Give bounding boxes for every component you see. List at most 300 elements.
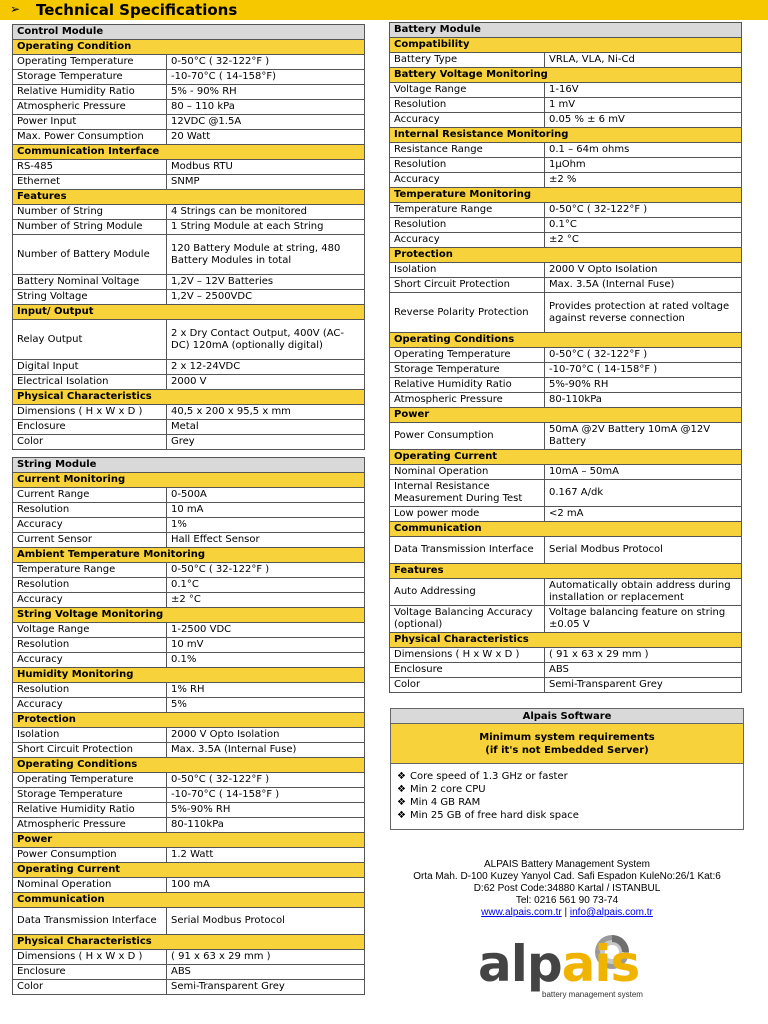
spec-row — [390, 143, 742, 158]
spec-value: 100 mA — [167, 878, 365, 893]
spec-value: Serial Modbus Protocol — [545, 537, 742, 564]
requirement-text: Core speed of 1.3 GHz or faster — [409, 771, 568, 782]
section-heading-power: Power — [390, 408, 742, 423]
spec-row — [390, 363, 742, 378]
spec-row — [390, 537, 742, 564]
section-heading-communication: Communication — [13, 893, 365, 908]
spec-value: ( 91 x 63 x 29 mm ) — [167, 950, 365, 965]
spec-value: 1% — [167, 518, 365, 533]
spec-value: 120 Battery Module at string, 480 Battery Modules in total — [167, 235, 365, 275]
web-links — [390, 907, 744, 919]
section-heading-protection: Protection — [390, 248, 742, 263]
spec-value: 5%-90% RH — [545, 378, 742, 393]
spec-row — [13, 950, 365, 965]
telephone: Tel: 0216 561 90 73-74 — [515, 895, 619, 906]
requirement-item — [397, 796, 737, 809]
spec-label: RS-485 — [13, 160, 167, 175]
spec-label: Temperature Range — [13, 563, 167, 578]
spec-row — [13, 503, 365, 518]
spec-label: Accuracy — [13, 518, 167, 533]
spec-label: Resolution — [13, 578, 167, 593]
spec-row — [13, 803, 365, 818]
section-heading-temperature-monitoring: Temperature Monitoring — [390, 188, 742, 203]
bullet-icon: ❖ — [397, 771, 406, 782]
spec-value: 1.2 Watt — [167, 848, 365, 863]
spec-value: Grey — [167, 435, 365, 450]
module-title: String Module — [13, 458, 365, 473]
spec-row — [13, 578, 365, 593]
section-heading-compatibility: Compatibility — [390, 38, 742, 53]
module-title: Battery Module — [390, 23, 742, 38]
spec-label: Digital Input — [13, 360, 167, 375]
spec-value: 1-16V — [545, 83, 742, 98]
spec-value: Modbus RTU — [167, 160, 365, 175]
spec-label: Max. Power Consumption — [13, 130, 167, 145]
section-heading-row — [13, 833, 365, 848]
section-heading-protection: Protection — [13, 713, 365, 728]
software-title: Alpais Software — [391, 709, 743, 724]
spec-label: Low power mode — [390, 507, 545, 522]
spec-row — [13, 773, 365, 788]
spec-value: Automatically obtain address during installation or replacement — [545, 579, 742, 606]
section-heading-ambient-temperature-monitoring: Ambient Temperature Monitoring — [13, 548, 365, 563]
spec-value: VRLA, VLA, Ni-Cd — [545, 53, 742, 68]
section-heading-operating-conditions: Operating Conditions — [390, 333, 742, 348]
spec-row — [13, 290, 365, 305]
section-heading-row — [390, 333, 742, 348]
section-heading-row — [13, 713, 365, 728]
spec-row — [390, 263, 742, 278]
string-module-table — [12, 457, 365, 995]
spec-value: 4 Strings can be monitored — [167, 205, 365, 220]
spec-value: 2000 V Opto Isolation — [545, 263, 742, 278]
spec-value: <2 mA — [545, 507, 742, 522]
spec-value: 0.1°C — [545, 218, 742, 233]
spec-label: Enclosure — [13, 965, 167, 980]
spec-row — [13, 980, 365, 995]
spec-row — [13, 275, 365, 290]
spec-label: Reverse Polarity Protection — [390, 293, 545, 333]
spec-value: Serial Modbus Protocol — [167, 908, 365, 935]
spec-row — [13, 965, 365, 980]
spec-value: -10-70°C ( 14-158°F) — [167, 70, 365, 85]
spec-value: Semi-Transparent Grey — [545, 678, 742, 693]
spec-value: Semi-Transparent Grey — [167, 980, 365, 995]
spec-label: Current Sensor — [13, 533, 167, 548]
spec-label: Color — [13, 980, 167, 995]
spec-label: Ethernet — [13, 175, 167, 190]
spec-value: 40,5 x 200 x 95,5 x mm — [167, 405, 365, 420]
section-heading-row — [13, 608, 365, 623]
spec-label: Voltage Range — [13, 623, 167, 638]
logo-tagline: battery management system — [542, 990, 643, 999]
spec-row — [390, 233, 742, 248]
spec-row — [13, 130, 365, 145]
section-heading-operating-condition: Operating Condition — [13, 40, 365, 55]
spec-label: Voltage Balancing Accuracy (optional) — [390, 606, 545, 633]
spec-row — [390, 218, 742, 233]
spec-row — [390, 480, 742, 507]
spec-value: ±2 °C — [545, 233, 742, 248]
section-heading-battery-voltage-monitoring: Battery Voltage Monitoring — [390, 68, 742, 83]
section-heading-row — [390, 248, 742, 263]
spec-label: Internal Resistance Measurement During Test — [390, 480, 545, 507]
module-title-row — [13, 25, 365, 40]
spec-value: 1 String Module at each String — [167, 220, 365, 235]
spec-row — [390, 83, 742, 98]
spec-row — [390, 113, 742, 128]
spec-row — [13, 205, 365, 220]
spec-row — [13, 533, 365, 548]
spec-label: String Voltage — [13, 290, 167, 305]
spec-value: Max. 3.5A (Internal Fuse) — [545, 278, 742, 293]
spec-label: Power Input — [13, 115, 167, 130]
spec-value: ±2 °C — [167, 593, 365, 608]
section-heading-operating-current: Operating Current — [13, 863, 365, 878]
spec-value: 20 Watt — [167, 130, 365, 145]
spec-row — [390, 663, 742, 678]
spec-row — [13, 488, 365, 503]
spec-row — [390, 278, 742, 293]
spec-row — [13, 85, 365, 100]
page-title: Technical Specifications — [36, 1, 238, 19]
spec-row — [390, 293, 742, 333]
section-heading-row — [390, 38, 742, 53]
spec-label: Power Consumption — [13, 848, 167, 863]
spec-value: 10 mV — [167, 638, 365, 653]
spec-label: Operating Temperature — [13, 773, 167, 788]
spec-value: 80-110kPa — [545, 393, 742, 408]
section-heading-row — [390, 128, 742, 143]
spec-value: 0-50°C ( 32-122°F ) — [167, 55, 365, 70]
section-heading-row — [13, 863, 365, 878]
spec-row — [13, 100, 365, 115]
section-heading-operating-conditions: Operating Conditions — [13, 758, 365, 773]
spec-value: ABS — [545, 663, 742, 678]
section-heading-row — [390, 188, 742, 203]
software-requirements-list — [391, 764, 743, 828]
spec-value: 0.167 A/dk — [545, 480, 742, 507]
spec-value: Voltage balancing feature on string ±0.05 V — [545, 606, 742, 633]
spec-value: ±2 % — [545, 173, 742, 188]
company-name: ALPAIS Battery Management System — [483, 859, 650, 870]
section-heading-communication: Communication — [390, 522, 742, 537]
spec-label: Resolution — [390, 218, 545, 233]
section-heading-features: Features — [13, 190, 365, 205]
spec-value: 0-50°C ( 32-122°F ) — [545, 348, 742, 363]
spec-label: Resolution — [13, 503, 167, 518]
module-title-row — [390, 23, 742, 38]
spec-label: Power Consumption — [390, 423, 545, 450]
section-heading-row — [13, 305, 365, 320]
bullet-icon: ❖ — [397, 797, 406, 808]
spec-value: 1,2V – 2500VDC — [167, 290, 365, 305]
section-heading-row — [390, 633, 742, 648]
section-heading-communication-interface: Communication Interface — [13, 145, 365, 160]
spec-row — [390, 378, 742, 393]
spec-label: Number of String Module — [13, 220, 167, 235]
bullet-icon: ❖ — [397, 784, 406, 795]
spec-value: 0.1°C — [167, 578, 365, 593]
spec-label: Nominal Operation — [13, 878, 167, 893]
spec-label: Number of Battery Module — [13, 235, 167, 275]
spec-value: 2000 V Opto Isolation — [167, 728, 365, 743]
requirement-text: Min 25 GB of free hard disk space — [409, 810, 579, 821]
section-heading-row — [13, 473, 365, 488]
spec-row — [390, 606, 742, 633]
spec-label: Resolution — [13, 683, 167, 698]
section-heading-row — [390, 408, 742, 423]
spec-value: 2000 V — [167, 375, 365, 390]
email-link[interactable]: info@alpais.com.tr — [569, 907, 653, 918]
spec-row — [390, 203, 742, 218]
header-bar — [0, 0, 768, 20]
spec-value: 0.1 – 64m ohms — [545, 143, 742, 158]
spec-row — [13, 818, 365, 833]
arrow-icon: ➢ — [10, 2, 21, 16]
module-title-row — [13, 458, 365, 473]
spec-value: -10-70°C ( 14-158°F ) — [167, 788, 365, 803]
spec-label: Voltage Range — [390, 83, 545, 98]
section-heading-row — [13, 390, 365, 405]
spec-value: 0.1% — [167, 653, 365, 668]
requirement-text: Min 4 GB RAM — [409, 797, 481, 808]
spec-label: Relative Humidity Ratio — [13, 85, 167, 100]
requirement-item — [397, 770, 737, 783]
spec-value: 5% — [167, 698, 365, 713]
requirement-item — [397, 783, 737, 796]
spec-label: Data Transmission Interface — [390, 537, 545, 564]
spec-value: 0-50°C ( 32-122°F ) — [545, 203, 742, 218]
spec-label: Short Circuit Protection — [390, 278, 545, 293]
spec-label: Accuracy — [390, 233, 545, 248]
spec-row — [13, 638, 365, 653]
spec-label: Resolution — [390, 98, 545, 113]
spec-label: Dimensions ( H x W x D ) — [13, 950, 167, 965]
spec-row — [13, 743, 365, 758]
contact-block — [390, 859, 744, 919]
section-heading-row — [390, 564, 742, 579]
spec-label: Isolation — [13, 728, 167, 743]
spec-row — [390, 648, 742, 663]
spec-label: Enclosure — [13, 420, 167, 435]
spec-row — [13, 115, 365, 130]
spec-label: Accuracy — [13, 593, 167, 608]
spec-label: Data Transmission Interface — [13, 908, 167, 935]
section-heading-humidity-monitoring: Humidity Monitoring — [13, 668, 365, 683]
module-title: Control Module — [13, 25, 365, 40]
spec-row — [13, 160, 365, 175]
spec-value: SNMP — [167, 175, 365, 190]
spec-value: 10 mA — [167, 503, 365, 518]
spec-label: Resistance Range — [390, 143, 545, 158]
link-separator: | — [564, 907, 568, 918]
spec-value: 10mA – 50mA — [545, 465, 742, 480]
section-heading-operating-current: Operating Current — [390, 450, 742, 465]
spec-label: Accuracy — [13, 698, 167, 713]
section-heading-row — [13, 935, 365, 950]
section-heading-physical-characteristics: Physical Characteristics — [13, 935, 365, 950]
spec-label: Current Range — [13, 488, 167, 503]
spec-row — [390, 465, 742, 480]
spec-label: Resolution — [13, 638, 167, 653]
spec-value: Max. 3.5A (Internal Fuse) — [167, 743, 365, 758]
spec-label: Relative Humidity Ratio — [13, 803, 167, 818]
spec-label: Battery Type — [390, 53, 545, 68]
spec-value: 1-2500 VDC — [167, 623, 365, 638]
spec-row — [390, 579, 742, 606]
website-link[interactable]: www.alpais.com.tr — [481, 907, 562, 918]
section-heading-current-monitoring: Current Monitoring — [13, 473, 365, 488]
software-box — [390, 708, 744, 830]
spec-value: 12VDC @1.5A — [167, 115, 365, 130]
spec-label: Atmospheric Pressure — [13, 818, 167, 833]
spec-row — [13, 848, 365, 863]
spec-value: Provides protection at rated voltage against reverse connection — [545, 293, 742, 333]
spec-row — [13, 55, 365, 70]
spec-label: Number of String — [13, 205, 167, 220]
spec-value: 0-500A — [167, 488, 365, 503]
spec-value: 5% - 90% RH — [167, 85, 365, 100]
section-heading-input-output: Input/ Output — [13, 305, 365, 320]
spec-row — [390, 423, 742, 450]
spec-row — [13, 878, 365, 893]
spec-value: 0-50°C ( 32-122°F ) — [167, 773, 365, 788]
logo-wordmark: alpais — [478, 935, 640, 993]
section-heading-row — [13, 758, 365, 773]
spec-row — [13, 320, 365, 360]
section-heading-row — [390, 450, 742, 465]
spec-value: Hall Effect Sensor — [167, 533, 365, 548]
spec-label: Enclosure — [390, 663, 545, 678]
spec-row — [13, 518, 365, 533]
spec-label: Short Circuit Protection — [13, 743, 167, 758]
spec-label: Relay Output — [13, 320, 167, 360]
spec-label: Color — [390, 678, 545, 693]
spec-label: Storage Temperature — [13, 788, 167, 803]
spec-row — [13, 220, 365, 235]
spec-label: Storage Temperature — [390, 363, 545, 378]
section-heading-row — [13, 145, 365, 160]
spec-row — [13, 563, 365, 578]
spec-row — [13, 698, 365, 713]
spec-row — [390, 53, 742, 68]
spec-row — [390, 98, 742, 113]
spec-value: 2 x Dry Contact Output, 400V (AC-DC) 120mA (optionally digital) — [167, 320, 365, 360]
spec-row — [13, 623, 365, 638]
spec-value: -10-70°C ( 14-158°F ) — [545, 363, 742, 378]
section-heading-power: Power — [13, 833, 365, 848]
software-requirements-heading — [391, 724, 743, 764]
spec-row — [390, 507, 742, 522]
spec-label: Relative Humidity Ratio — [390, 378, 545, 393]
spec-value: ABS — [167, 965, 365, 980]
spec-row — [13, 70, 365, 85]
spec-label: Operating Temperature — [13, 55, 167, 70]
spec-row — [13, 375, 365, 390]
spec-row — [13, 728, 365, 743]
section-heading-row — [390, 68, 742, 83]
spec-label: Color — [13, 435, 167, 450]
spec-label: Resolution — [390, 158, 545, 173]
spec-value: 0.05 % ± 6 mV — [545, 113, 742, 128]
spec-row — [390, 678, 742, 693]
spec-value: Metal — [167, 420, 365, 435]
section-heading-features: Features — [390, 564, 742, 579]
spec-value: 1 mV — [545, 98, 742, 113]
spec-value: 1,2V – 12V Batteries — [167, 275, 365, 290]
spec-label: Electrical Isolation — [13, 375, 167, 390]
spec-label: Auto Addressing — [390, 579, 545, 606]
spec-label: Storage Temperature — [13, 70, 167, 85]
section-heading-row — [13, 190, 365, 205]
spec-row — [13, 175, 365, 190]
address-line-1: Orta Mah. D-100 Kuzey Yanyol Cad. Safi Espadon KuleNo:26/1 Kat:6 — [413, 871, 721, 882]
spec-row — [13, 683, 365, 698]
section-heading-row — [13, 548, 365, 563]
spec-label: Dimensions ( H x W x D ) — [13, 405, 167, 420]
requirements-line-2: (if it's not Embedded Server) — [485, 745, 649, 756]
spec-row — [13, 908, 365, 935]
address-line-2: D:62 Post Code:34880 Kartal / ISTANBUL — [473, 883, 661, 894]
alpais-logo — [478, 932, 658, 1004]
spec-value: 1µOhm — [545, 158, 742, 173]
spec-label: Atmospheric Pressure — [13, 100, 167, 115]
requirements-line-1: Minimum system requirements — [479, 732, 655, 743]
spec-value: 2 x 12-24VDC — [167, 360, 365, 375]
bullet-icon: ❖ — [397, 810, 406, 821]
section-heading-row — [13, 668, 365, 683]
spec-row — [13, 593, 365, 608]
section-heading-string-voltage-monitoring: String Voltage Monitoring — [13, 608, 365, 623]
spec-label: Dimensions ( H x W x D ) — [390, 648, 545, 663]
section-heading-internal-resistance-monitoring: Internal Resistance Monitoring — [390, 128, 742, 143]
spec-value: 80-110kPa — [167, 818, 365, 833]
spec-label: Accuracy — [390, 173, 545, 188]
spec-value: 5%-90% RH — [167, 803, 365, 818]
spec-label: Atmospheric Pressure — [390, 393, 545, 408]
spec-label: Isolation — [390, 263, 545, 278]
spec-row — [13, 235, 365, 275]
spec-row — [13, 788, 365, 803]
spec-row — [390, 348, 742, 363]
section-heading-row — [390, 522, 742, 537]
spec-row — [13, 435, 365, 450]
spec-row — [13, 653, 365, 668]
spec-value: 80 – 110 kPa — [167, 100, 365, 115]
control-module-table — [12, 24, 365, 450]
battery-module-table — [389, 22, 742, 693]
spec-value: ( 91 x 63 x 29 mm ) — [545, 648, 742, 663]
spec-label: Accuracy — [390, 113, 545, 128]
requirement-item — [397, 809, 737, 822]
spec-row — [390, 158, 742, 173]
spec-row — [13, 405, 365, 420]
section-heading-physical-characteristics: Physical Characteristics — [13, 390, 365, 405]
section-heading-row — [13, 40, 365, 55]
requirement-text: Min 2 core CPU — [409, 784, 486, 795]
spec-label: Operating Temperature — [390, 348, 545, 363]
spec-row — [390, 393, 742, 408]
spec-label: Nominal Operation — [390, 465, 545, 480]
spec-label: Temperature Range — [390, 203, 545, 218]
spec-value: 50mA @2V Battery 10mA @12V Battery — [545, 423, 742, 450]
section-heading-row — [13, 893, 365, 908]
spec-row — [390, 173, 742, 188]
spec-row — [13, 420, 365, 435]
spec-label: Battery Nominal Voltage — [13, 275, 167, 290]
section-heading-physical-characteristics: Physical Characteristics — [390, 633, 742, 648]
